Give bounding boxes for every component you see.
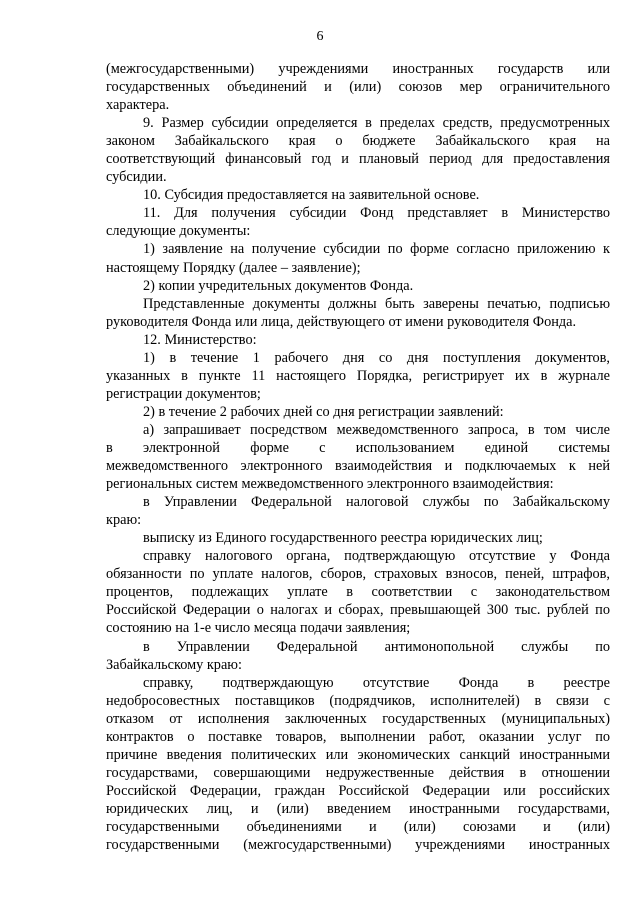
text-line: следующие документы:	[106, 223, 251, 240]
text-line: характера.	[106, 97, 170, 114]
text-line: государствами, совершающими недружественные действия в отношении	[106, 764, 610, 781]
text-line: регистрации документов;	[106, 385, 261, 402]
text-line: 2) копии учредительных документов Фонда.	[143, 277, 414, 294]
text-line: обязанности по уплате налогов, сборов, страховых взносов, пеней, штрафов,	[106, 566, 610, 583]
text-line: (межгосударственными) учреждениями иностранных государств или	[106, 61, 610, 77]
text-line: субсидии.	[106, 169, 167, 186]
text-line: в Управлении Федеральной антимонопольной службы по	[143, 638, 610, 655]
text-line: настоящему Порядку (далее – заявление);	[106, 259, 361, 276]
text-line: 10. Субсидия предоставляется на заявительной основе.	[143, 187, 480, 204]
text-line: причине введения политических или экономических санкций иностранными	[106, 746, 610, 763]
text-line: Представленные документы должны быть заверены печатью, подписью	[143, 295, 610, 312]
text-line: межведомственного электронного взаимодействия и подключаемых к ней	[106, 458, 610, 475]
text-line: недобросовестных поставщиков (подрядчиков, исполнителей) в связи с	[106, 692, 610, 709]
text-line: отказом от исполнения заключенных государственных (муниципальных)	[106, 710, 610, 727]
text-line: руководителя Фонда или лица, действующего от имени руководителя Фонда.	[106, 313, 577, 330]
text-line: юридических лиц, и (или) введением иностранными государствами,	[106, 800, 610, 817]
text-line: государственными объединениями и (или) союзами и (или)	[106, 818, 610, 835]
text-line: в электронной форме с использованием единой системы	[106, 439, 610, 456]
text-line: справку налогового органа, подтверждающую отсутствие у Фонда	[143, 548, 610, 565]
text-line: 11. Для получения субсидии Фонд представляет в Министерство	[143, 205, 610, 222]
text-line: 2) в течение 2 рабочих дней со дня регистрации заявлений:	[143, 403, 504, 420]
text-line: государственных объединений и (или) союзов мер ограничительного	[106, 79, 610, 96]
text-line: Забайкальскому краю:	[106, 656, 242, 673]
text-line: в Управлении Федеральной налоговой службы по Забайкальскому	[143, 494, 610, 511]
page-number: 6	[316, 29, 324, 44]
text-line: законом Забайкальского края о бюджете Забайкальского края на	[106, 133, 610, 150]
text-line: состоянию на 1-е число месяца подачи заявления;	[106, 620, 411, 637]
text-line: государственными (межгосударственными) учреждениями иностранных	[106, 837, 610, 854]
text-line: контрактов о поставке товаров, выполнении работ, оказании услуг по	[106, 728, 610, 745]
text-line: Российской Федерации о налогах и сборах, превышающей 300 тыс. рублей по	[106, 602, 610, 619]
text-line: а) запрашивает посредством межведомственного запроса, в том числе	[143, 421, 610, 438]
text-line: процентов, подлежащих уплате в соответствии с законодательством	[106, 584, 610, 601]
text-line: указанных в пункте 11 настоящего Порядка, регистрирует их в журнале	[106, 367, 610, 384]
document-body	[106, 60, 610, 854]
text-line: соответствующий финансовый год и плановый период для предоставления	[106, 151, 610, 168]
text-line: 1) заявление на получение субсидии по форме согласно приложению к	[143, 241, 610, 258]
text-line: краю:	[106, 512, 142, 529]
text-line: 1) в течение 1 рабочего дня со дня поступления документов,	[143, 349, 610, 366]
text-line: региональных систем межведомственного электронного взаимодействия:	[106, 476, 554, 493]
text-line: 12. Министерство:	[143, 331, 257, 348]
text-line: справку, подтверждающую отсутствие Фонда в реестре	[143, 674, 610, 691]
text-line: 9. Размер субсидии определяется в пределах средств, предусмотренных	[143, 115, 610, 132]
text-line: Российской Федерации, граждан Российской Федерации или российских	[106, 782, 610, 799]
text-line: выписку из Единого государственного реестра юридических лиц;	[143, 530, 543, 547]
